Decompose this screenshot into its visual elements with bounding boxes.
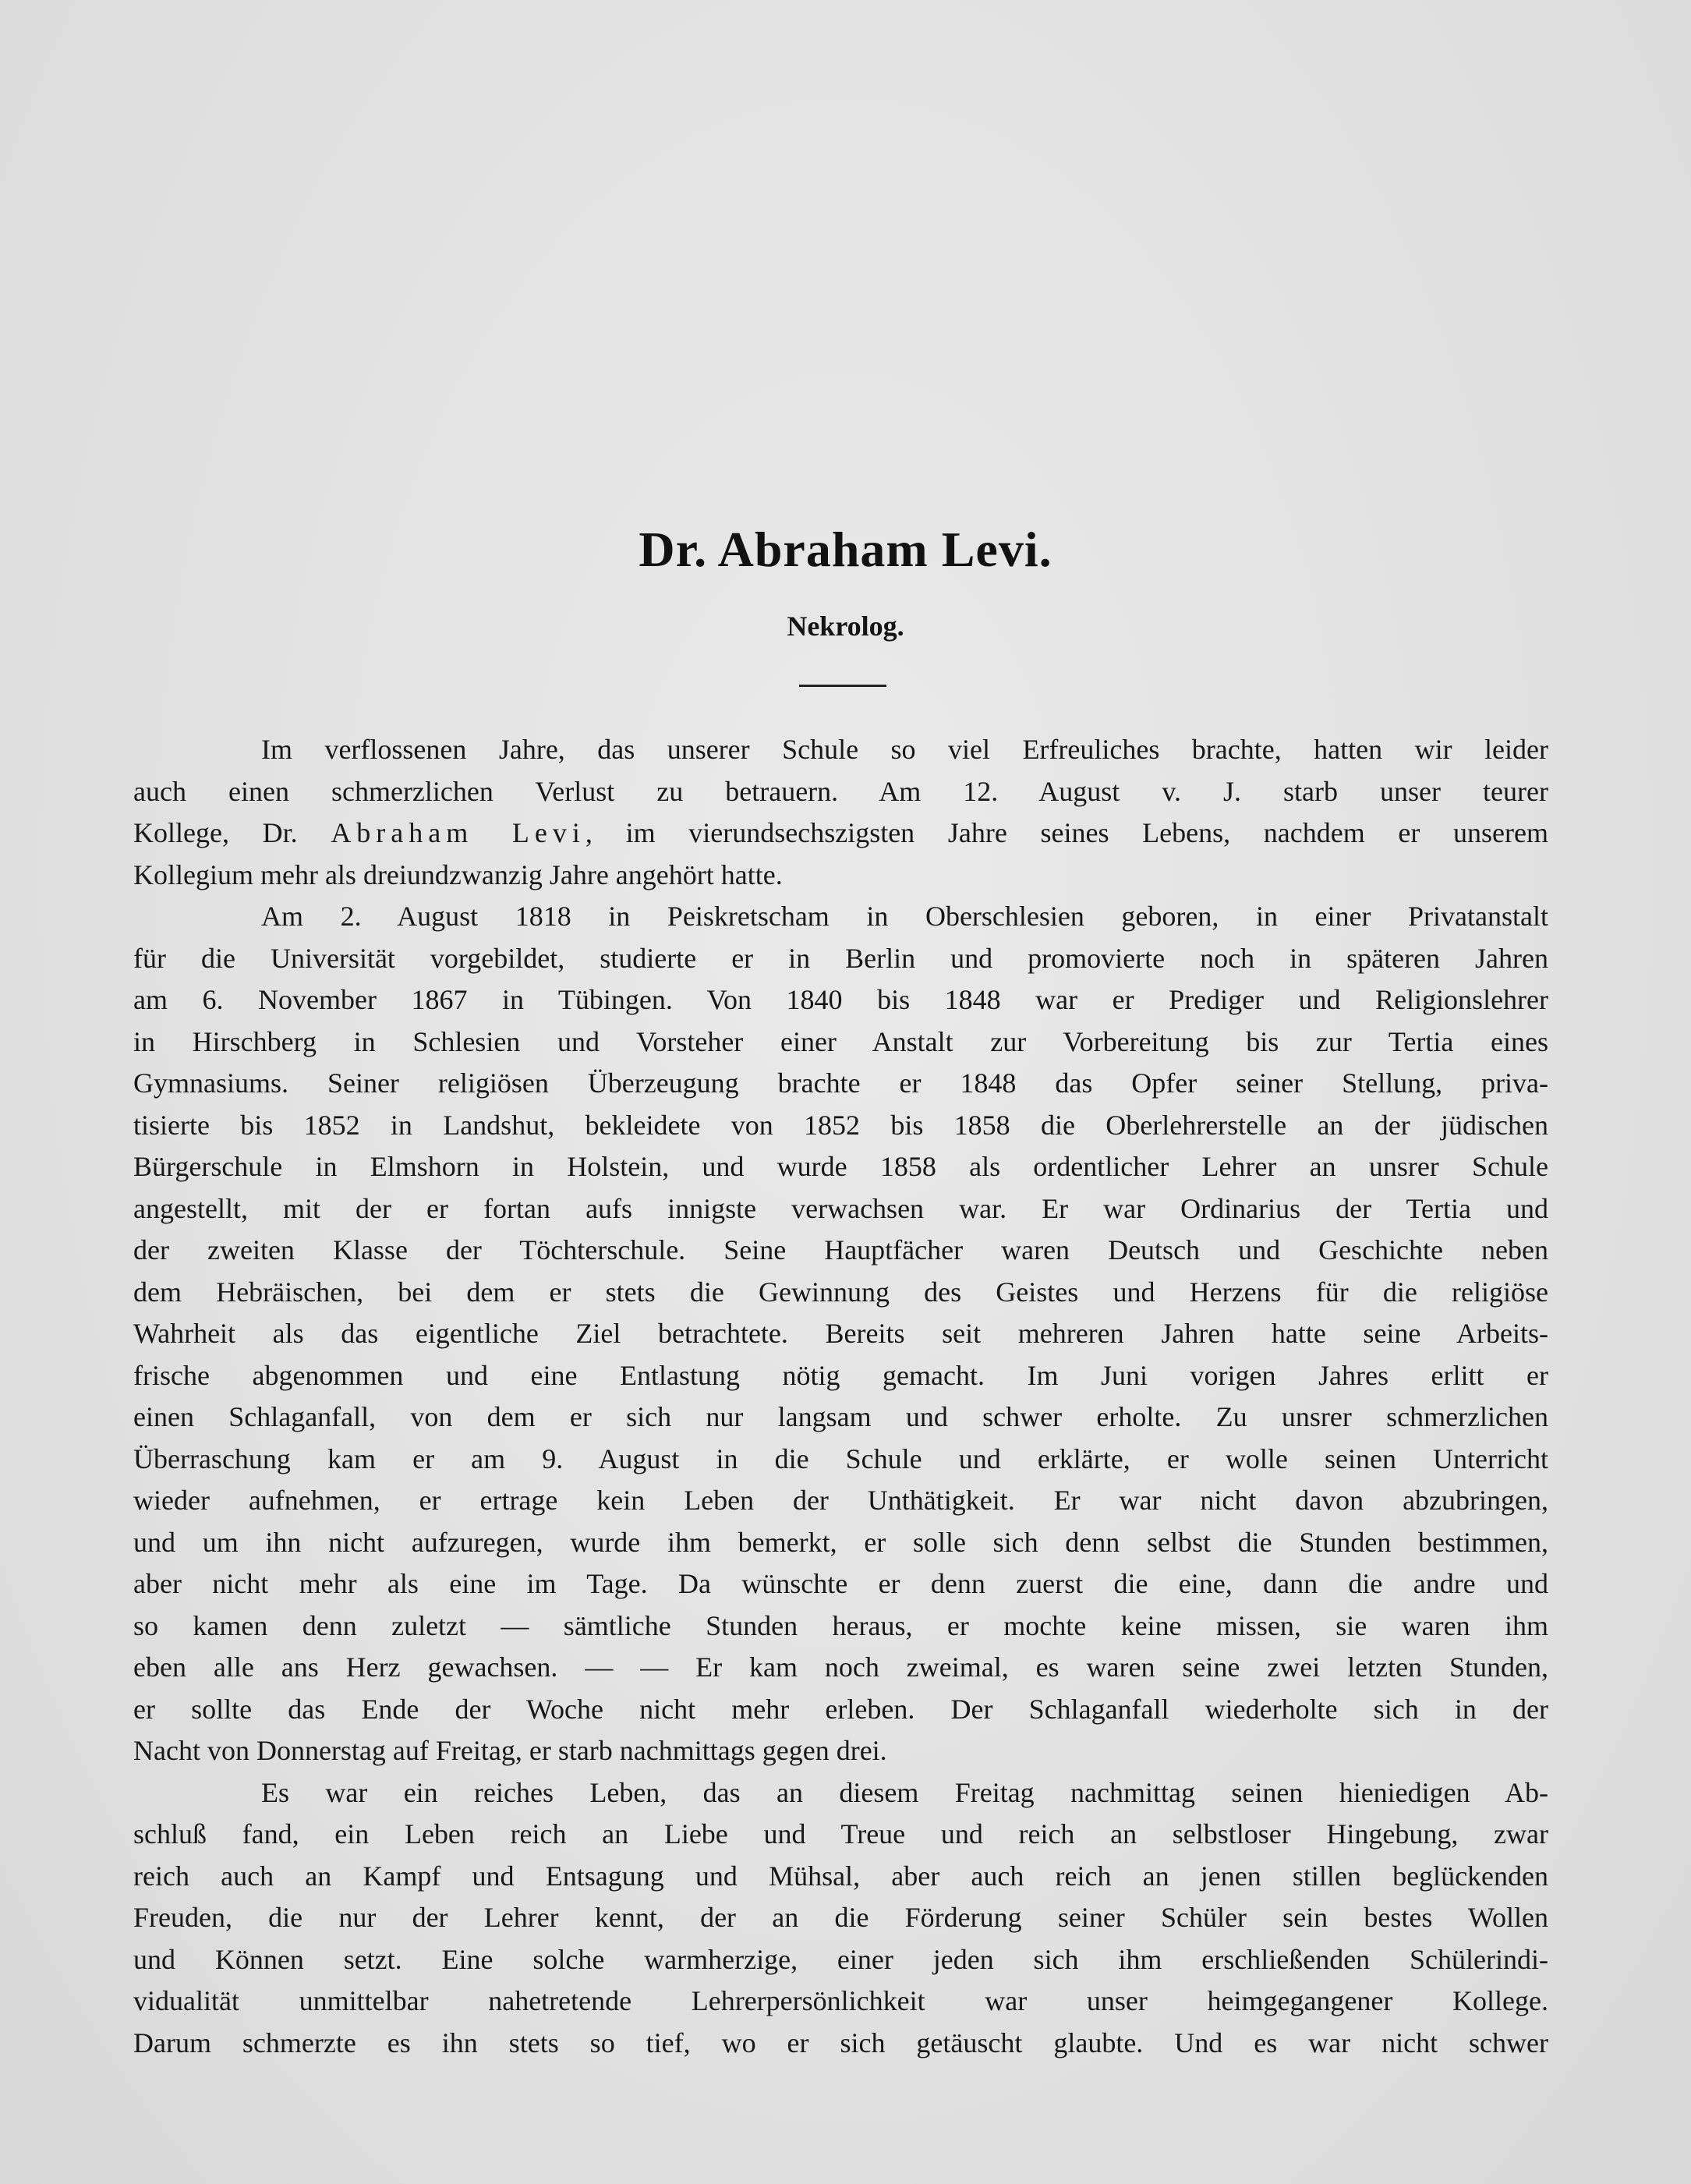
text-line: dem Hebräischen, bei dem er stets die Gewinnung des Geistes und Herzens für die religiöse <box>133 1276 1548 1308</box>
text-line: er sollte das Ende der Woche nicht mehr erleben. Der Schlaganfall wiederholte sich in der <box>133 1693 1548 1725</box>
text-line: der zweiten Klasse der Töchterschule. Seine Hauptfächer waren Deutsch und Geschichte neben <box>133 1234 1548 1265</box>
text-line: und um ihn nicht aufzuregen, wurde ihm bemerkt, er solle sich denn selbst die Stunden bestimmen, <box>133 1526 1548 1558</box>
text-line: angestellt, mit der er fortan aufs innigste verwachsen war. Er war Ordinarius der Tertia und <box>133 1192 1548 1224</box>
text-line: Nacht von Donnerstag auf Freitag, er starb nachmittags gegen drei. <box>133 1735 887 1766</box>
text-line-segment: , im vierundsechszigsten Jahre seines Lebens, nachdem er unserem <box>585 817 1548 848</box>
text-line: Es war ein reiches Leben, das an diesem Freitag nachmittag seinen hieniedigen Ab- <box>261 1776 1548 1808</box>
text-line: aber nicht mehr als eine im Tage. Da wünschte er denn zuerst die eine, dann die andre und <box>133 1568 1548 1599</box>
text-line: Darum schmerzte es ihn stets so tief, wo er sich getäuscht glaubte. Und es war nicht schwer <box>133 2026 1548 2058</box>
text-line: für die Universität vorgebildet, studierte er in Berlin und promovierte noch in späteren Jahren <box>133 942 1548 974</box>
text-line: in Hirschberg in Schlesien und Vorsteher einer Anstalt zur Vorbereitung bis zur Tertia eines <box>133 1025 1548 1057</box>
page-title: Dr. Abraham Levi. <box>639 522 1052 577</box>
text-line: einen Schlaganfall, von dem er sich nur langsam und schwer erholte. Zu unsrer schmerzlichen <box>133 1401 1548 1432</box>
text-line: Freuden, die nur der Lehrer kennt, der an die Förderung seiner Schüler sein bestes Wollen <box>133 1902 1548 1933</box>
text-line: Bürgerschule in Elmshorn in Holstein, und wurde 1858 als ordentlicher Lehrer an unsrer Schule <box>133 1151 1548 1182</box>
text-line: Gymnasiums. Seiner religiösen Überzeugung brachte er 1848 das Opfer seiner Stellung, priva- <box>133 1067 1548 1099</box>
text-line <box>133 812 1548 855</box>
text-line: vidualität unmittelbar nahetretende Lehrerpersönlichkeit war unser heimgegangener Kollege. <box>133 1985 1548 2016</box>
text-line: reich auch an Kampf und Entsagung und Mühsal, aber auch reich an jenen stillen beglückenden <box>133 1860 1548 1892</box>
spaced-name: Abraham Levi <box>331 817 585 848</box>
text-line: am 6. November 1867 in Tübingen. Von 1840 bis 1848 war er Prediger und Religionslehrer <box>133 984 1548 1015</box>
obituary-text <box>133 729 1548 2064</box>
text-line: eben alle ans Herz gewachsen. — — Er kam noch zweimal, es waren seine zwei letzten Stunden, <box>133 1651 1548 1683</box>
text-line: auch einen schmerzlichen Verlust zu betrauern. Am 12. August v. J. starb unser teurer <box>133 775 1548 807</box>
text-line: Überraschung kam er am 9. August in die Schule und erklärte, er wolle seinen Unterricht <box>133 1442 1548 1474</box>
text-line: tisierte bis 1852 in Landshut, bekleidete von 1852 bis 1858 die Oberlehrerstelle an der jüdischen <box>133 1109 1548 1141</box>
text-line: frische abgenommen und eine Entlastung nötig gemacht. Im Juni vorigen Jahres erlitt er <box>133 1359 1548 1391</box>
text-line: Wahrheit als das eigentliche Ziel betrachtete. Bereits seit mehreren Jahren hatte seine Arbeits- <box>133 1318 1548 1349</box>
text-line: so kamen denn zuletzt — sämtliche Stunden heraus, er mochte keine missen, sie waren ihm <box>133 1609 1548 1641</box>
text-line: wieder aufnehmen, er ertrage kein Leben der Unthätigkeit. Er war nicht davon abzubringen, <box>133 1485 1548 1516</box>
text-line: Kollegium mehr als dreiundzwanzig Jahre angehört hatte. <box>133 858 783 890</box>
text-line: schluß fand, ein Leben reich an Liebe und Treue und reich an selbstloser Hingebung, zwar <box>133 1818 1548 1849</box>
page-subtitle: Nekrolog. <box>787 611 904 642</box>
text-line: Im verflossenen Jahre, das unserer Schule so viel Erfreuliches brachte, hatten wir leider <box>261 734 1548 765</box>
title-divider <box>799 685 886 687</box>
text-line: Am 2. August 1818 in Peiskretscham in Oberschlesien geboren, in einer Privatanstalt <box>261 901 1548 932</box>
text-line-segment: Kollege, Dr. <box>133 817 331 848</box>
text-line: und Können setzt. Eine solche warmherzige, einer jeden sich ihm erschließenden Schülerindi- <box>133 1943 1548 1975</box>
